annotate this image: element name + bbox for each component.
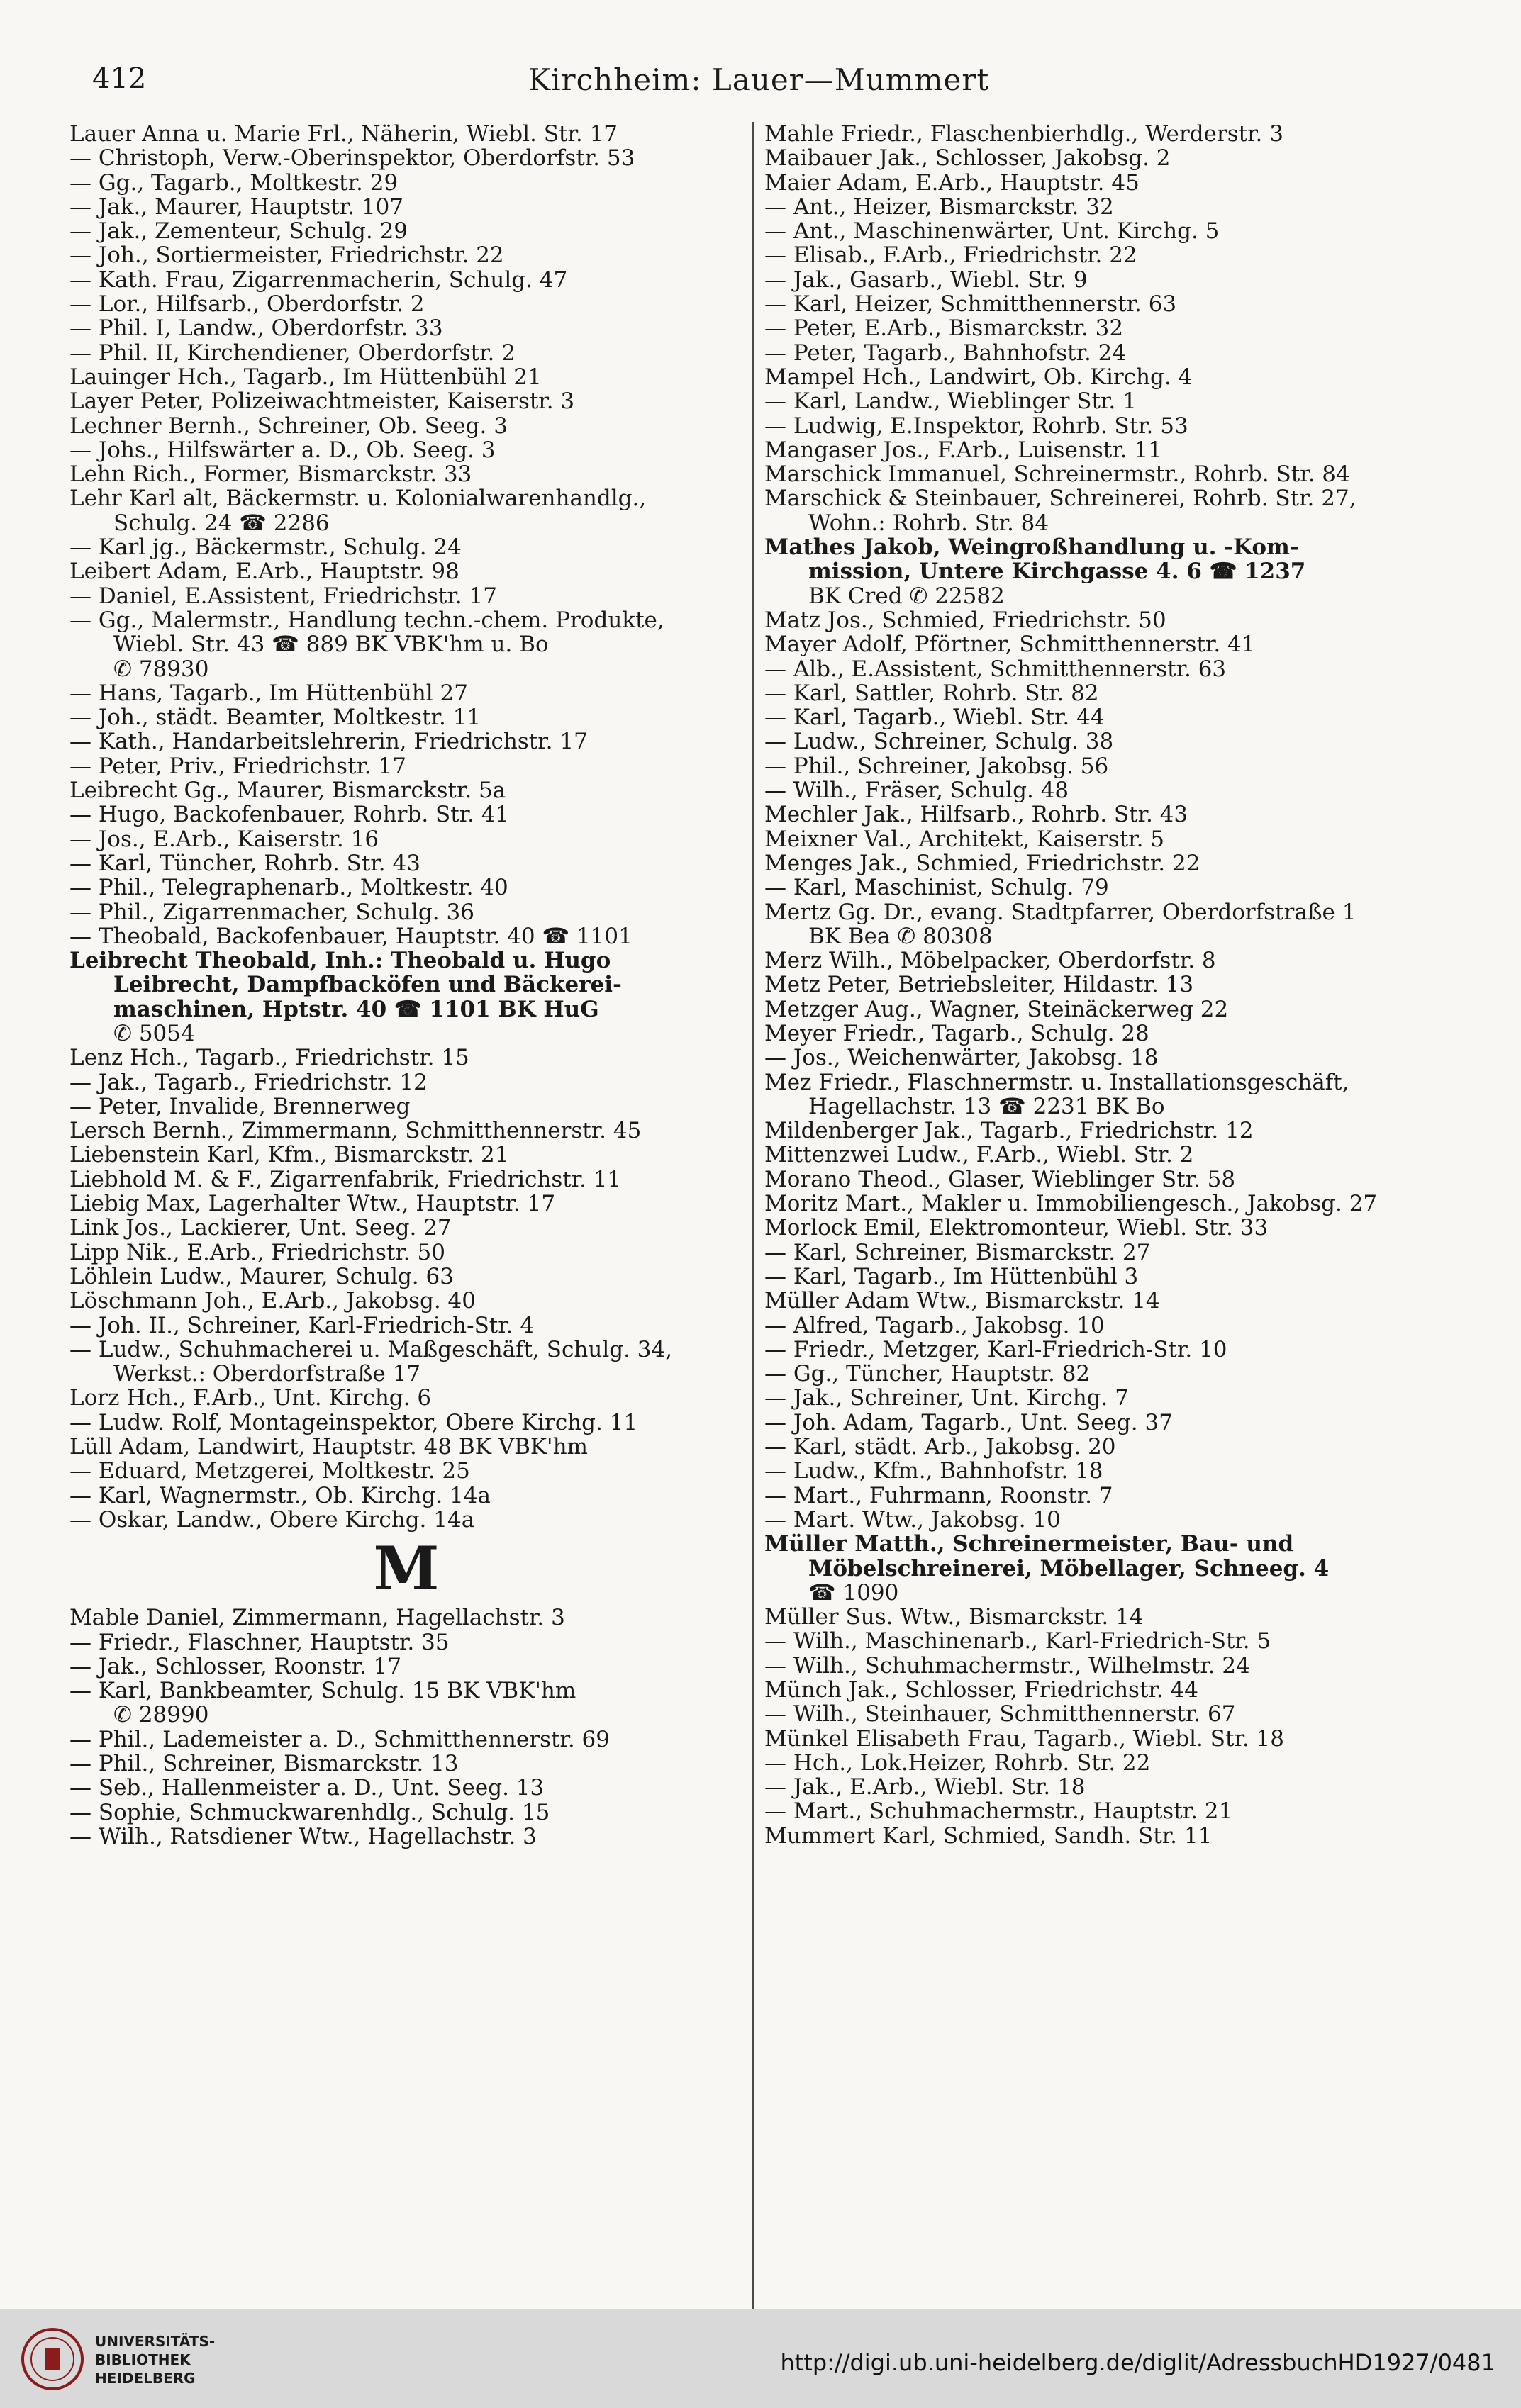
directory-entry: — Gg., Tüncher, Hauptstr. 82 <box>764 1362 1091 1387</box>
directory-entry: — Wilh., Schuhmachermstr., Wilhelmstr. 24 <box>764 1653 1250 1678</box>
directory-entry: Lipp Nik., E.Arb., Friedrichstr. 50 <box>69 1240 445 1265</box>
directory-entry: — Jak., Schreiner, Unt. Kirchg. 7 <box>764 1386 1129 1411</box>
directory-entry: — Sophie, Schmuckwarenhdlg., Schulg. 15 <box>69 1800 550 1825</box>
directory-entry: — Karl, Schreiner, Bismarckstr. 27 <box>764 1240 1151 1265</box>
directory-entry: Lauinger Hch., Tagarb., Im Hüttenbühl 21 <box>69 364 542 390</box>
directory-entry: Wohn.: Rohrb. Str. 84 <box>808 510 1049 536</box>
footer-bar <box>0 2309 1521 2408</box>
directory-entry: Layer Peter, Polizeiwachtmeister, Kaiserstr. 3 <box>69 389 575 414</box>
directory-entry: — Wilh., Steinhauer, Schmitthennerstr. 67 <box>764 1702 1236 1727</box>
directory-entry: — Karl jg., Bäckermstr., Schulg. 24 <box>69 535 462 560</box>
directory-entry: — Karl, Wagnermstr., Ob. Kirchg. 14a <box>69 1483 491 1508</box>
directory-entry: — Karl, Tagarb., Wiebl. Str. 44 <box>764 705 1105 730</box>
directory-entry: Lüll Adam, Landwirt, Hauptstr. 48 BK VBK'hm <box>69 1435 588 1460</box>
directory-entry: — Friedr., Flaschner, Hauptstr. 35 <box>69 1630 450 1654</box>
directory-entry: — Karl, Tüncher, Rohrb. Str. 43 <box>69 851 420 876</box>
directory-entry: Marschick Immanuel, Schreinermstr., Rohrb. Str. 84 <box>764 462 1350 487</box>
directory-entry: Liebenstein Karl, Kfm., Bismarckstr. 21 <box>69 1143 509 1167</box>
directory-entry: — Karl, Maschinist, Schulg. 79 <box>764 875 1109 900</box>
directory-entry: Mittenzwei Ludw., F.Arb., Wiebl. Str. 2 <box>764 1143 1194 1167</box>
directory-entry: — Peter, E.Arb., Bismarckstr. 32 <box>764 316 1124 341</box>
directory-entry: Morlock Emil, Elektromonteur, Wiebl. Str. 33 <box>764 1216 1269 1241</box>
directory-entry: Leibrecht Theobald, Inh.: Theobald u. Hugo <box>69 948 611 973</box>
directory-entry: — Peter, Priv., Friedrichstr. 17 <box>69 754 407 779</box>
directory-entry: — Phil., Zigarrenmacher, Schulg. 36 <box>69 900 474 924</box>
directory-entry: Meixner Val., Architekt, Kaiserstr. 5 <box>764 827 1165 851</box>
directory-entry: ✆ 28990 <box>113 1703 209 1727</box>
directory-entry: Werkst.: Oberdorfstraße 17 <box>113 1362 421 1387</box>
directory-entry: Meyer Friedr., Tagarb., Schulg. 28 <box>764 1021 1149 1046</box>
directory-entry: Hagellachstr. 13 ☎ 2231 BK Bo <box>808 1094 1165 1119</box>
directory-entry: — Phil., Schreiner, Jakobsg. 56 <box>764 754 1109 779</box>
directory-entry: — Daniel, E.Assistent, Friedrichstr. 17 <box>69 583 497 608</box>
directory-entry: — Phil. I, Landw., Oberdorfstr. 33 <box>69 316 443 341</box>
directory-entry: — Joh. Adam, Tagarb., Unt. Seeg. 37 <box>764 1410 1173 1435</box>
directory-entry: — Ludw., Kfm., Bahnhofstr. 18 <box>764 1459 1103 1484</box>
directory-entry: Lehn Rich., Former, Bismarckstr. 33 <box>69 462 472 487</box>
directory-entry: Müller Adam Wtw., Bismarckstr. 14 <box>764 1289 1160 1314</box>
directory-entry: Maibauer Jak., Schlosser, Jakobsg. 2 <box>764 146 1171 171</box>
directory-entry: — Wilh., Ratsdiener Wtw., Hagellachstr. 3 <box>69 1824 537 1849</box>
library-name <box>95 2332 215 2387</box>
directory-entry: — Ludwig, E.Inspektor, Rohrb. Str. 53 <box>764 413 1188 438</box>
directory-entry: Löhlein Ludw., Maurer, Schulg. 63 <box>69 1264 454 1289</box>
directory-entry: Münkel Elisabeth Frau, Tagarb., Wiebl. Str. 18 <box>764 1726 1284 1751</box>
directory-entry: — Phil., Lademeister a. D., Schmitthennerstr. 69 <box>69 1727 610 1752</box>
directory-entry: Mable Daniel, Zimmermann, Hagellachstr. 3 <box>69 1606 565 1630</box>
directory-entry: Löschmann Joh., E.Arb., Jakobsg. 40 <box>69 1289 476 1314</box>
directory-entry: — Friedr., Metzger, Karl-Friedrich-Str. 10 <box>764 1337 1227 1362</box>
column-divider <box>752 122 754 2309</box>
directory-entry: Marschick & Steinbauer, Schreinerei, Rohrb. Str. 27, <box>764 486 1356 511</box>
directory-entry: — Karl, Heizer, Schmitthennerstr. 63 <box>764 292 1177 317</box>
directory-entry: — Ludw. Rolf, Montageinspektor, Obere Kirchg. 11 <box>69 1410 638 1435</box>
directory-entry: — Ant., Maschinenwärter, Unt. Kirchg. 5 <box>764 219 1220 244</box>
directory-entry: — Seb., Hallenmeister a. D., Unt. Seeg. 13 <box>69 1776 545 1801</box>
directory-entry: Mummert Karl, Schmied, Sandh. Str. 11 <box>764 1823 1213 1849</box>
directory-entry: Leibert Adam, E.Arb., Hauptstr. 98 <box>69 559 459 584</box>
directory-entry: — Jak., Schlosser, Roonstr. 17 <box>69 1654 402 1679</box>
directory-entry: — Karl, Sattler, Rohrb. Str. 82 <box>764 681 1099 706</box>
page-header <box>92 62 1425 105</box>
directory-entry: — Jak., Tagarb., Friedrichstr. 12 <box>69 1070 428 1094</box>
directory-entry: Lersch Bernh., Zimmermann, Schmitthennerstr. 45 <box>69 1119 642 1143</box>
directory-entry: — Jos., Weichenwärter, Jakobsg. 18 <box>764 1046 1159 1070</box>
directory-entry: Link Jos., Lackierer, Unt. Seeg. 27 <box>69 1216 452 1241</box>
directory-entry: — Alb., E.Assistent, Schmitthennerstr. 63 <box>764 656 1227 681</box>
directory-entry: — Hugo, Backofenbauer, Rohrb. Str. 41 <box>69 802 510 827</box>
running-title: Kirchheim: Lauer—Mummert <box>528 62 990 97</box>
directory-entry: ☎ 1090 <box>808 1580 899 1606</box>
directory-entry: Lauer Anna u. Marie Frl., Näherin, Wiebl. Str. 17 <box>69 122 618 147</box>
directory-entry: Mayer Adolf, Pförtner, Schmitthennerstr. 41 <box>764 632 1256 657</box>
directory-entry: ✆ 5054 <box>113 1021 195 1046</box>
directory-entry: — Kath. Frau, Zigarrenmacherin, Schulg. 47 <box>69 267 568 293</box>
directory-entry: — Hans, Tagarb., Im Hüttenbühl 27 <box>69 681 468 706</box>
directory-entry: Lorz Hch., F.Arb., Unt. Kirchg. 6 <box>69 1386 432 1411</box>
directory-entry: — Gg., Malermstr., Handlung techn.-chem. Produkte, <box>69 607 664 633</box>
directory-entry: — Mart., Schuhmachermstr., Hauptstr. 21 <box>764 1799 1233 1824</box>
right-column <box>764 122 1445 1848</box>
section-letter: M <box>373 1533 440 1604</box>
directory-entry: — Karl, Landw., Wieblinger Str. 1 <box>764 389 1137 414</box>
directory-entry: — Hch., Lok.Heizer, Rohrb. Str. 22 <box>764 1750 1151 1776</box>
directory-entry: — Jos., E.Arb., Kaiserstr. 16 <box>69 827 379 851</box>
directory-entry: — Peter, Tagarb., Bahnhofstr. 24 <box>764 340 1127 365</box>
directory-entry: — Eduard, Metzgerei, Moltkestr. 25 <box>69 1459 470 1484</box>
library-name-line: HEIDELBERG <box>95 2370 196 2387</box>
directory-entry: — Ludw., Schreiner, Schulg. 38 <box>764 729 1114 754</box>
directory-entry: Matz Jos., Schmied, Friedrichstr. 50 <box>764 607 1166 633</box>
directory-entry: BK Cred ✆ 22582 <box>808 583 1005 608</box>
directory-entry: — Karl, Tagarb., Im Hüttenbühl 3 <box>764 1264 1139 1289</box>
directory-entry: Mangaser Jos., F.Arb., Luisenstr. 11 <box>764 437 1162 463</box>
directory-entry: — Alfred, Tagarb., Jakobsg. 10 <box>764 1313 1105 1338</box>
library-name-line: BIBLIOTHEK <box>95 2351 191 2368</box>
directory-entry: Mampel Hch., Landwirt, Ob. Kirchg. 4 <box>764 364 1193 390</box>
directory-entry: — Phil., Telegraphenarb., Moltkestr. 40 <box>69 875 508 900</box>
directory-entry: Moritz Mart., Makler u. Immobiliengesch., Jakobsg. 27 <box>764 1192 1378 1216</box>
directory-entry: Maier Adam, E.Arb., Hauptstr. 45 <box>764 170 1140 195</box>
left-column <box>69 122 743 1849</box>
directory-entry: — Oskar, Landw., Obere Kirchg. 14a <box>69 1507 475 1533</box>
directory-entry: — Kath., Handarbeitslehrerin, Friedrichstr. 17 <box>69 729 588 754</box>
directory-entry: Mathes Jakob, Weingroßhandlung u. -Kom- <box>764 535 1299 560</box>
directory-entry: Merz Wilh., Möbelpacker, Oberdorfstr. 8 <box>764 948 1216 973</box>
directory-entry: Wiebl. Str. 43 ☎ 889 BK VBK'hm u. Bo <box>113 632 549 657</box>
directory-entry: Mechler Jak., Hilfsarb., Rohrb. Str. 43 <box>764 802 1188 827</box>
directory-entry: Müller Sus. Wtw., Bismarckstr. 14 <box>764 1605 1144 1630</box>
source-url-link[interactable]: http://digi.ub.uni-heidelberg.de/diglit/AdressbuchHD1927/0481 <box>780 2349 1495 2376</box>
directory-entry: — Joh., Sortiermeister, Friedrichstr. 22 <box>69 243 504 268</box>
directory-entry: Liebig Max, Lagerhalter Wtw., Hauptstr. 17 <box>69 1192 556 1216</box>
directory-entry: Möbelschreinerei, Möbellager, Schneeg. 4 <box>808 1556 1330 1581</box>
directory-entry: — Jak., Zementeur, Schulg. 29 <box>69 219 408 244</box>
directory-entry: — Mart. Wtw., Jakobsg. 10 <box>764 1507 1061 1533</box>
directory-entry: — Elisab., F.Arb., Friedrichstr. 22 <box>764 243 1137 268</box>
directory-entry: Metzger Aug., Wagner, Steinäckerweg 22 <box>764 997 1229 1021</box>
directory-entry: — Jak., Gasarb., Wiebl. Str. 9 <box>764 267 1088 293</box>
directory-entry: — Phil., Schreiner, Bismarckstr. 13 <box>69 1752 459 1776</box>
library-name-line: UNIVERSITÄTS- <box>95 2333 216 2350</box>
directory-entry: — Jak., E.Arb., Wiebl. Str. 18 <box>764 1775 1086 1800</box>
directory-entry: — Joh., städt. Beamter, Moltkestr. 11 <box>69 705 481 730</box>
directory-entry: Metz Peter, Betriebsleiter, Hildastr. 13 <box>764 973 1194 997</box>
directory-entry: ✆ 78930 <box>113 656 209 681</box>
directory-entry: Lechner Bernh., Schreiner, Ob. Seeg. 3 <box>69 413 508 438</box>
page-number: 412 <box>92 62 147 95</box>
directory-entry: Mildenberger Jak., Tagarb., Friedrichstr. 12 <box>764 1119 1254 1143</box>
directory-entry: — Mart., Fuhrmann, Roonstr. 7 <box>764 1483 1113 1508</box>
directory-entry: — Ludw., Schuhmacherei u. Maßgeschäft, Schulg. 34, <box>69 1337 673 1362</box>
directory-entry: — Johs., Hilfswärter a. D., Ob. Seeg. 3 <box>69 437 496 463</box>
directory-entry: BK Bea ✆ 80308 <box>808 924 993 949</box>
directory-entry: Müller Matth., Schreinermeister, Bau- und <box>764 1532 1294 1557</box>
directory-entry: — Jak., Maurer, Hauptstr. 107 <box>69 194 404 220</box>
directory-entry: — Gg., Tagarb., Moltkestr. 29 <box>69 170 399 195</box>
directory-entry: — Wilh., Maschinenarb., Karl-Friedrich-Str. 5 <box>764 1629 1271 1654</box>
directory-entry: Menges Jak., Schmied, Friedrichstr. 22 <box>764 851 1200 876</box>
directory-entry: Lenz Hch., Tagarb., Friedrichstr. 15 <box>69 1046 469 1070</box>
directory-entry: — Wilh., Fräser, Schulg. 48 <box>764 778 1069 803</box>
directory-entry: Mertz Gg. Dr., evang. Stadtpfarrer, Oberdorfstraße 1 <box>764 900 1356 924</box>
directory-entry: Leibrecht, Dampfbacköfen und Bäckerei- <box>113 973 622 997</box>
directory-entry: — Theobald, Backofenbauer, Hauptstr. 40 ☎ 1101 <box>69 924 633 949</box>
directory-entry: — Karl, Bankbeamter, Schulg. 15 BK VBK'hm <box>69 1679 576 1703</box>
directory-entry: Mahle Friedr., Flaschenbierhdlg., Werderstr. 3 <box>764 122 1283 147</box>
directory-entry: Mez Friedr., Flaschnermstr. u. Installationsgeschäft, <box>764 1070 1349 1094</box>
directory-entry: — Ant., Heizer, Bismarckstr. 32 <box>764 194 1114 220</box>
directory-entry: — Phil. II, Kirchendiener, Oberdorfstr. 2 <box>69 340 516 365</box>
directory-entry: Schulg. 24 ☎ 2286 <box>113 510 330 536</box>
directory-entry: — Lor., Hilfsarb., Oberdorfstr. 2 <box>69 292 425 317</box>
directory-entry: Morano Theod., Glaser, Wieblinger Str. 58 <box>764 1167 1236 1192</box>
directory-entry: — Joh. II., Schreiner, Karl-Friedrich-Str. 4 <box>69 1313 535 1338</box>
directory-entry: Münch Jak., Schlosser, Friedrichstr. 44 <box>764 1678 1198 1703</box>
directory-entry: mission, Untere Kirchgasse 4. 6 ☎ 1237 <box>808 559 1306 584</box>
directory-entry: Liebhold M. & F., Zigarrenfabrik, Friedrichstr. 11 <box>69 1167 622 1192</box>
directory-entry: — Karl, städt. Arb., Jakobsg. 20 <box>764 1435 1116 1460</box>
directory-entry: — Christoph, Verw.-Oberinspektor, Oberdorfstr. 53 <box>69 146 635 171</box>
directory-entry: maschinen, Hptstr. 40 ☎ 1101 BK HuG <box>113 997 599 1021</box>
directory-entry: Lehr Karl alt, Bäckermstr. u. Kolonialwarenhandlg., <box>69 486 647 511</box>
directory-entry: — Peter, Invalide, Brennerweg <box>69 1094 411 1119</box>
library-seal-icon <box>20 2326 85 2392</box>
directory-entry: Leibrecht Gg., Maurer, Bismarckstr. 5a <box>69 778 506 803</box>
